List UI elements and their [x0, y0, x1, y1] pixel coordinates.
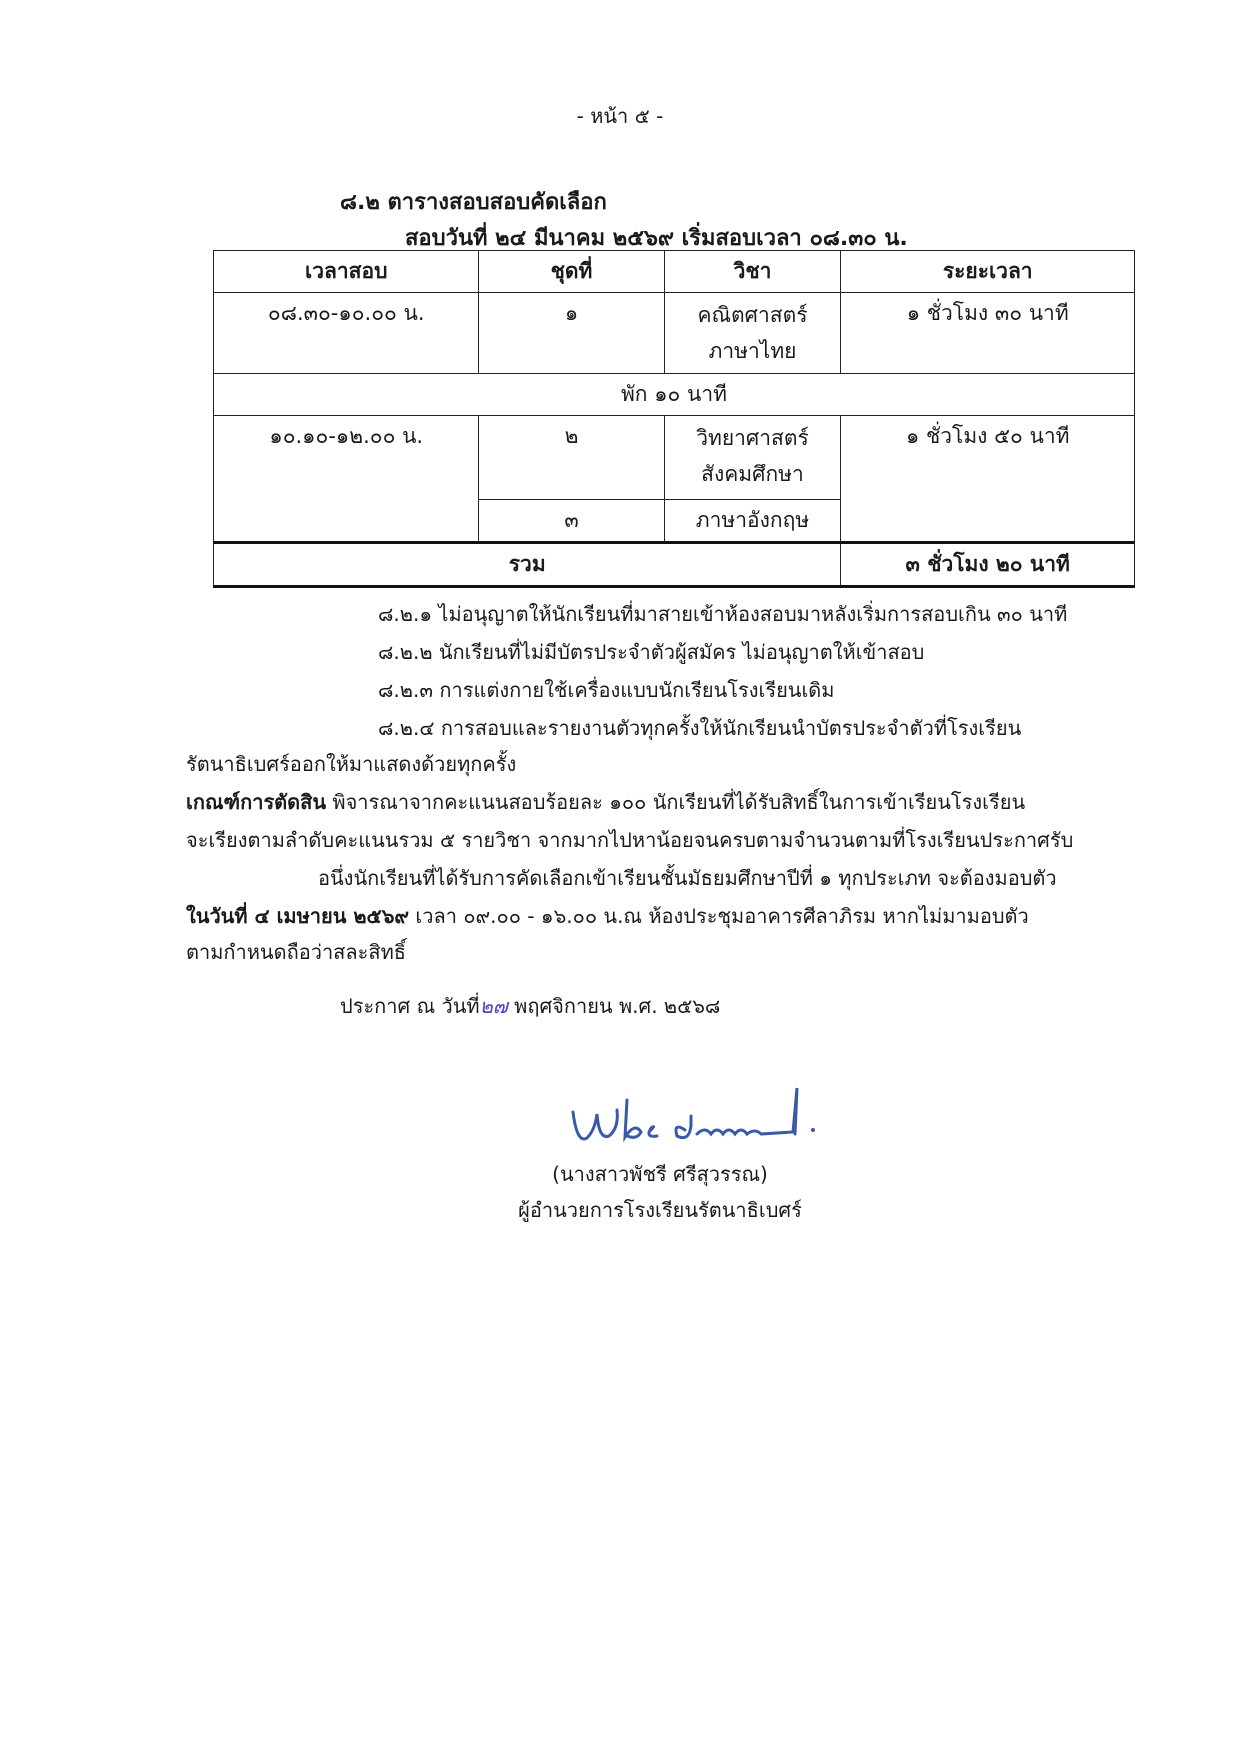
total-label: รวม — [214, 543, 841, 587]
rule-4-continued: รัตนาธิเบศร์ออกให้มาแสดงด้วยทุกครั้ง — [186, 752, 517, 776]
rule-4: ๘.๒.๔ การสอบและรายงานตัวทุกครั้งให้นักเรียนนำบัตรประจำตัวที่โรงเรียน — [378, 716, 1022, 740]
cell-set: ๒ — [479, 416, 664, 500]
criteria-text: พิจารณาจากคะแนนสอบร้อยละ ๑๐๐ นักเรียนที่ได้รับสิทธิ์ในการเข้าเรียนโรงเรียน — [326, 790, 1026, 814]
announce-date — [340, 992, 720, 1020]
subject: สังคมศึกษา — [701, 462, 804, 486]
criteria-line-1 — [186, 788, 1025, 816]
signer-position: ผู้อำนวยการโรงเรียนรัตนาธิเบศร์ — [518, 1198, 802, 1222]
rule-3: ๘.๒.๓ การแต่งกายใช้เครื่องแบบนักเรียนโรงเรียนเดิม — [378, 678, 835, 702]
header-duration: ระยะเวลา — [841, 251, 1135, 293]
total-row — [214, 543, 1135, 587]
exam-schedule-table — [213, 250, 1135, 588]
cell-duration: ๑ ชั่วโมง ๓๐ นาที — [841, 293, 1135, 374]
cell-duration: ๑ ชั่วโมง ๕๐ นาที — [841, 416, 1135, 543]
subject: คณิตศาสตร์ — [697, 303, 808, 327]
table-row — [214, 293, 1135, 374]
rule-2: ๘.๒.๒ นักเรียนที่ไม่มีบัตรประจำตัวผู้สมัคร ไม่อนุญาตให้เข้าสอบ — [378, 640, 925, 664]
cell-subjects — [664, 416, 841, 500]
report-line-3: ตามกำหนดถือว่าสละสิทธิ์ — [186, 940, 406, 964]
report-details: เวลา ๐๙.๐๐ - ๑๖.๐๐ น.ณ ห้องประชุมอาคารศีลาภิรม หากไม่มามอบตัว — [409, 904, 1029, 928]
report-line-1: อนึ่งนักเรียนที่ได้รับการคัดเลือกเข้าเรียนชั้นมัธยมศึกษาปีที่ ๑ ทุกประเภท จะต้องมอบตัว — [318, 866, 1057, 890]
subject: วิทยาศาสตร์ — [696, 426, 809, 450]
criteria-label: เกณฑ์การตัดสิน — [186, 790, 327, 814]
cell-set: ๑ — [479, 293, 664, 374]
header-subject: วิชา — [664, 251, 841, 293]
header-set: ชุดที่ — [479, 251, 664, 293]
exam-date-line: สอบวันที่ ๒๔ มีนาคม ๒๕๖๙ เริ่มสอบเวลา ๐๘.๓๐ น. — [405, 226, 908, 251]
subject: ภาษาอังกฤษ — [664, 500, 841, 543]
break-row — [214, 374, 1135, 416]
section-title: ๘.๒ ตารางสอบสอบคัดเลือก — [340, 190, 607, 215]
report-line-2 — [186, 902, 1029, 930]
handwritten-day: ๒๗ — [479, 994, 508, 1018]
total-duration: ๓ ชั่วโมง ๒๐ นาที — [841, 543, 1135, 587]
announce-prefix: ประกาศ ณ วันที่ — [340, 994, 480, 1018]
rule-1: ๘.๒.๑ ไม่อนุญาตให้นักเรียนที่มาสายเข้าห้องสอบมาหลังเริ่มการสอบเกิน ๓๐ นาที — [378, 602, 1068, 626]
cell-time: ๑๐.๑๐-๑๒.๐๐ น. — [214, 416, 479, 543]
criteria-line-2: จะเรียงตามลำดับคะแนนรวม ๕ รายวิชา จากมากไปหาน้อยจนครบตามจำนวนตามที่โรงเรียนประกาศรับ — [186, 828, 1074, 852]
page-number: - หน้า ๕ - — [576, 104, 664, 128]
signer-name: (นางสาวพัชรี ศรีสุวรรณ) — [552, 1162, 768, 1186]
table-row — [214, 416, 1135, 500]
break-cell: พัก ๑๐ นาที — [214, 374, 1135, 416]
subject: ภาษาไทย — [708, 339, 797, 363]
cell-time: ๐๘.๓๐-๑๐.๐๐ น. — [214, 293, 479, 374]
cell-subjects — [664, 293, 841, 374]
header-exam-time: เวลาสอบ — [214, 251, 479, 293]
cell-set: ๓ — [479, 500, 664, 543]
announce-suffix: พฤศจิกายน พ.ศ. ๒๕๖๘ — [507, 994, 721, 1018]
signature-icon — [565, 1082, 865, 1152]
table-header-row — [214, 251, 1135, 293]
report-date: ในวันที่ ๔ เมษายน ๒๕๖๙ — [186, 904, 410, 928]
